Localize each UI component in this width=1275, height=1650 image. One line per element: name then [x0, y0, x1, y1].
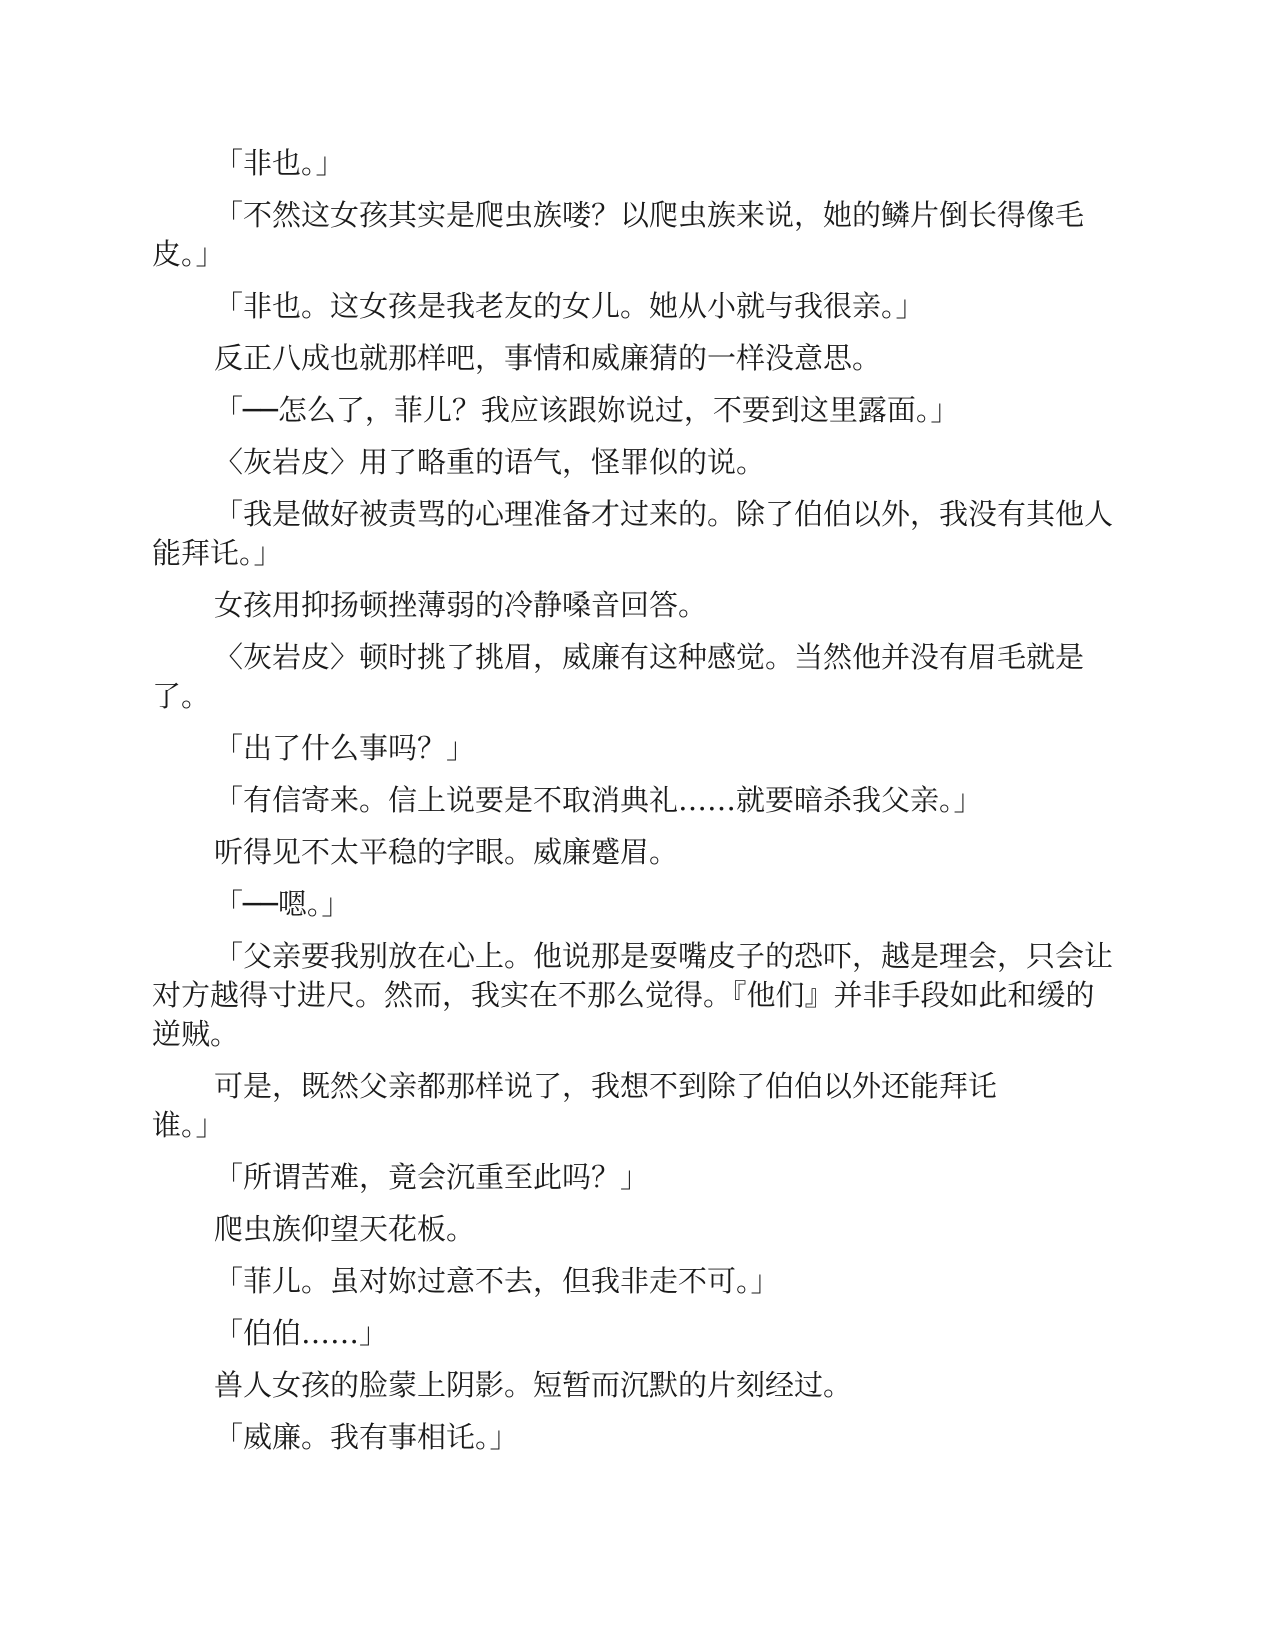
- paragraph: 「威廉。我有事相讬。」: [214, 1420, 519, 1454]
- body-text: [152, 144, 1120, 1470]
- paragraph: 女孩用抑扬顿挫薄弱的冷静嗓音回答。: [214, 588, 708, 622]
- paragraph: 「有信寄来。信上说要是不取消典礼……就要暗杀我父亲。」: [214, 783, 983, 817]
- paragraph: 爬虫族仰望天花板。: [214, 1212, 476, 1246]
- paragraph: 「所谓苦难，竟会沉重至此吗？」: [214, 1160, 650, 1194]
- paragraph: 〈灰岩皮〉顿时挑了挑眉，威廉有这种感觉。当然他并没有眉毛就是了。: [152, 640, 1085, 713]
- paragraph: 「非也。这女孩是我老友的女儿。她从小就与我很亲。」: [214, 289, 925, 323]
- paragraph: 「菲儿。虽对妳过意不去，但我非走不可。」: [214, 1264, 780, 1298]
- paragraph: 「──怎么了，菲儿？我应该跟妳说过，不要到这里露面。」: [214, 393, 960, 427]
- paragraph: 兽人女孩的脸蒙上阴影。短暂而沉默的片刻经过。: [214, 1368, 853, 1402]
- paragraph: 「──嗯。」: [214, 887, 351, 921]
- paragraph: 「我是做好被责骂的心理准备才过来的。除了伯伯以外，我没有其他人能拜讬。」: [152, 497, 1114, 570]
- paragraph: 〈灰岩皮〉用了略重的语气，怪罪似的说。: [214, 445, 766, 479]
- paragraph: 「不然这女孩其实是爬虫族喽？以爬虫族来说，她的鳞片倒长得像毛皮。」: [152, 198, 1085, 271]
- paragraph: 反正八成也就那样吧，事情和威廉猜的一样没意思。: [214, 341, 882, 375]
- paragraph: 可是，既然父亲都那样说了，我想不到除了伯伯以外还能拜讬 谁。」: [152, 1069, 998, 1142]
- paragraph: 听得见不太平稳的字眼。威廉蹙眉。: [214, 835, 679, 869]
- paragraph: 「非也。」: [214, 146, 345, 180]
- paragraph: 「出了什么事吗？」: [214, 731, 476, 765]
- paragraph: 「父亲要我别放在心上。他说那是耍嘴皮子的恐吓，越是理会，只会让对方越得寸进尺。然而，我实在不那么觉得。『他们』并非手段如此和缓的逆贼。: [152, 939, 1114, 1051]
- paragraph: 「伯伯……」: [214, 1316, 389, 1350]
